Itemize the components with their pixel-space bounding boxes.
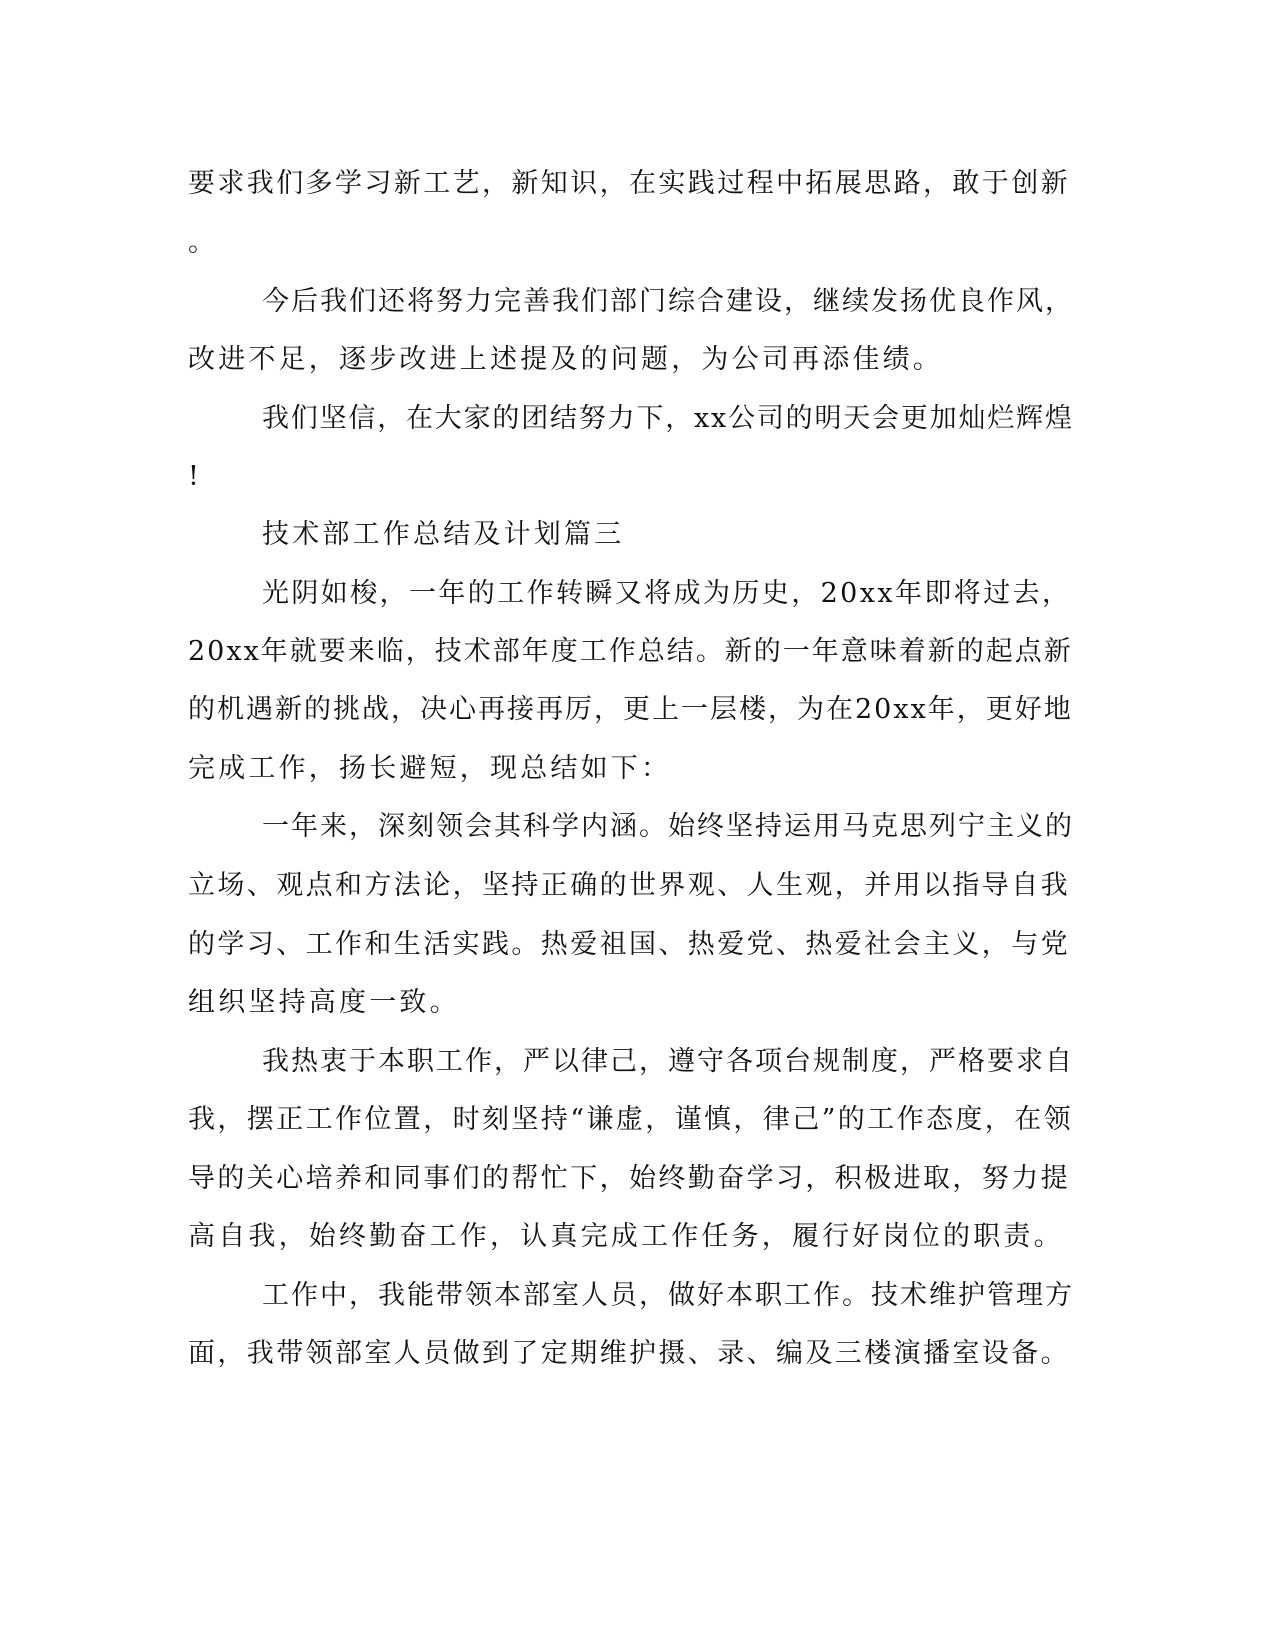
text-line: 要求我们多学习新工艺，新知识，在实践过程中拓展思路，敢于创新 <box>188 168 1070 199</box>
text-line: 导的关心培养和同事们的帮忙下，始终勤奋学习，积极进取，努力提 <box>188 1163 1070 1194</box>
text-line: 。 <box>188 227 219 258</box>
text-line: 的机遇新的挑战，决心再接再厉，更上一层楼，为在20xx年，更好地 <box>188 694 1073 725</box>
paragraph-first-line: 我热衷于本职工作，严以律己，遵守各项台规制度，严格要求自 <box>262 1046 1074 1077</box>
paragraph-first-line: 工作中，我能带领本部室人员，做好本职工作。技术维护管理方 <box>262 1280 1074 1311</box>
text-line: 的学习、工作和生活实践。热爱祖国、热爱党、热爱社会主义，与党 <box>188 929 1070 960</box>
text-line: 立场、观点和方法论，坚持正确的世界观、人生观，并用以指导自我 <box>188 870 1070 901</box>
paragraph-first-line: 我们坚信，在大家的团结努力下，xx公司的明天会更加灿烂辉煌 <box>262 403 1074 434</box>
section-heading: 技术部工作总结及计划篇三 <box>262 519 625 550</box>
text-line: 高自我，始终勤奋工作，认真完成工作任务，履行好岗位的职责。 <box>188 1221 1064 1252</box>
paragraph-first-line: 一年来，深刻领会其科学内涵。始终坚持运用马克思列宁主义的 <box>262 811 1074 842</box>
text-line: 组织坚持高度一致。 <box>188 987 460 1018</box>
text-line: ! <box>188 461 203 492</box>
paragraph-first-line: 光阴如梭，一年的工作转瞬又将成为历史，20xx年即将过去， <box>262 578 1072 609</box>
text-line: 完成工作，扬长避短，现总结如下： <box>188 753 672 784</box>
paragraph-first-line: 今后我们还将努力完善我们部门综合建设，继续发扬优良作风， <box>262 286 1074 317</box>
text-line: 面，我带领部室人员做到了定期维护摄、录、编及三楼演播室设备。 <box>188 1338 1070 1369</box>
text-line: 我，摆正工作位置，时刻坚持“谦虚，谨慎，律己”的工作态度，在领 <box>188 1104 1074 1135</box>
text-line: 改进不足，逐步改进上述提及的问题，为公司再添佳绩。 <box>188 344 943 375</box>
text-line: 20xx年就要来临，技术部年度工作总结。新的一年意味着新的起点新 <box>188 636 1073 667</box>
